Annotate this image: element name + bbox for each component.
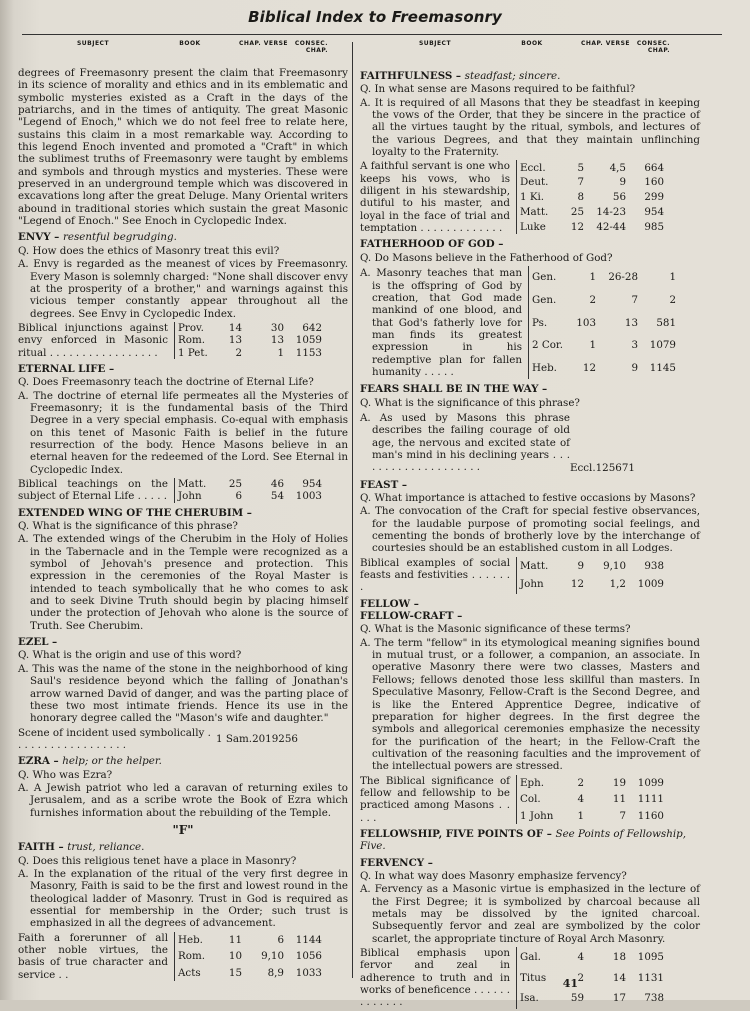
- book-cell: Eccl.: [570, 462, 596, 475]
- consec-cell: 299: [644, 191, 664, 204]
- verse-cell: 9: [631, 361, 638, 374]
- consec-cell: 985: [644, 220, 664, 233]
- consec-cell: 1003: [295, 490, 322, 503]
- entry-heading-fatherhood: FATHERHOOD OF GOD –: [360, 238, 504, 251]
- citation-description: Biblical teachings on the subject of Eternal Life . . . . .: [18, 478, 168, 503]
- chapter-cell: 14: [228, 321, 242, 334]
- right-column: [360, 40, 700, 1011]
- reference-row: [178, 334, 322, 346]
- citation-description: Biblical emphasis upon fervor and zeal in adherence to truth and in works of beneficence . . . . . . . . . . . . .: [360, 947, 510, 1009]
- consec-cell: 1056: [295, 950, 322, 963]
- reference-row: [178, 932, 322, 948]
- consec-cell: 1099: [637, 776, 664, 789]
- citation-block: [18, 932, 348, 981]
- reference-table: [178, 478, 322, 503]
- answer: A. Envy is regarded as the meanest of vices by Freemasonry. Every Mason is solemnly charged: "None shall discover envy at the prosperity of a brother," and warnings against this vicious temper constantly appear throughout all the degrees. See Envy in Cyclopedic Index.: [18, 258, 348, 320]
- chapter-cell: 2: [577, 776, 584, 789]
- reference-row: [178, 965, 322, 981]
- header-consec: CONSEC. CHAP.: [636, 40, 670, 55]
- reference-table: [178, 932, 322, 981]
- page-title: Biblical Index to Freemasonry: [248, 8, 502, 26]
- consec-cell: 1: [669, 271, 676, 284]
- verse-cell: 9: [619, 176, 626, 189]
- column-header: [18, 40, 348, 66]
- reference-row: [520, 175, 664, 190]
- book-cell: 2 Cor.: [532, 339, 563, 352]
- entry-heading-feast: FEAST –: [360, 478, 407, 491]
- consec-cell: 664: [644, 161, 664, 174]
- consec-cell: 954: [302, 478, 322, 490]
- consec-cell: 1079: [649, 339, 676, 352]
- answer: A. The convocation of the Craft for special festive observances, for the laudable purpose of promoting social feelings, and cementing the bonds of brotherly love by the interchange of courtesies should be an established custom in all Lodges.: [360, 505, 700, 555]
- book-cell: Eccl.: [520, 161, 546, 174]
- top-rule: [22, 34, 722, 35]
- chapter-cell: 12: [595, 462, 609, 475]
- entry-heading-fellowship: FELLOWSHIP, FIVE POINTS OF – See Points of Fellowship, Five.: [360, 827, 687, 853]
- book-cell: John: [178, 490, 202, 503]
- book-cell: Matt.: [520, 559, 549, 572]
- reference-table: [520, 947, 664, 1009]
- reference-table: [216, 727, 298, 752]
- header-subject: SUBJECT: [76, 40, 110, 47]
- reference-table: [520, 160, 664, 234]
- chapter-cell: 7: [577, 176, 584, 189]
- chapter-cell: 6: [235, 490, 242, 503]
- citation-block: [360, 266, 700, 379]
- book-cell: Gen.: [532, 271, 557, 284]
- citation-block: [18, 478, 348, 503]
- book-cell: Heb.: [178, 933, 203, 946]
- consec-cell: 1145: [649, 361, 676, 374]
- citation-block: [18, 322, 348, 359]
- reference-row: [520, 220, 664, 235]
- question: Q. In what sense are Masons required to be faithful?: [360, 83, 636, 96]
- verse-cell: 1: [277, 346, 284, 359]
- reference-row: [520, 557, 664, 576]
- question: Q. Who was Ezra?: [18, 768, 113, 781]
- citation-description: Faith a forerunner of all other noble virtues, the basis of true character and service . .: [18, 931, 168, 981]
- answer: A. This was the name of the stone in the neighborhood of king Saul's residence beyond which the falling of Jonathan's arrow warned David of danger, and was the parting place of these two most intimate friends. Hence its use in the honorary degree called the "Mason's wife and daughter.": [18, 662, 348, 725]
- verse-cell: 17: [612, 992, 626, 1005]
- reference-row: [178, 948, 322, 964]
- book-cell: Prov.: [178, 321, 204, 334]
- book-cell: Matt.: [520, 206, 549, 219]
- chapter-cell: 11: [228, 933, 242, 946]
- consec-cell: 738: [644, 992, 664, 1005]
- entry-heading-faith: FAITH – trust, reliance.: [18, 841, 145, 854]
- chapter-cell: 4: [577, 793, 584, 806]
- question: Q. Does this religious tenet have a place in Masonry?: [18, 854, 297, 867]
- verse-cell: 5: [608, 462, 616, 475]
- chapter-cell: 8: [577, 191, 584, 204]
- consec-cell: 1144: [295, 933, 322, 946]
- verse-cell: 19: [265, 732, 279, 745]
- chapter-cell: 1: [589, 339, 596, 352]
- verse-cell: 56: [612, 191, 626, 204]
- entry-heading-eternal-life: ETERNAL LIFE –: [18, 362, 115, 375]
- book-cell: Rom.: [178, 334, 205, 347]
- section-letter: "F": [172, 822, 194, 837]
- consec-cell: 1131: [637, 971, 664, 984]
- answer: A. Masonry teaches that man is the offspring of God by creation, that God made mankind of one blood, and that God's fatherly love for man finds its greatest expression in his redemptive plan for fallen humanity . . . . .: [360, 267, 522, 378]
- book-cell: Isa.: [520, 992, 539, 1005]
- reference-table: [532, 266, 676, 379]
- chapter-cell: 12: [570, 578, 584, 591]
- chapter-cell: 1: [589, 271, 596, 284]
- consec-cell: 1160: [637, 809, 664, 822]
- reference-row: [532, 357, 676, 380]
- chapter-cell: 12: [570, 220, 584, 233]
- book-cell: Heb.: [532, 361, 557, 374]
- book-cell: Gen.: [532, 293, 557, 306]
- reference-row: [520, 190, 664, 205]
- answer: A. Fervency as a Masonic virtue is emphasized in the lecture of the First Degree; it is symbolized by charcoal because all metals may be dissolved by the ignited charcoal. Subsequently fervor and zeal are symbolized by the color scarlet, the appropriate tincture of Royal Arch Masonry.: [360, 883, 700, 945]
- book-cell: Acts: [178, 966, 201, 979]
- reference-table: [520, 557, 664, 594]
- answer: A. A Jewish patriot who led a caravan of returning exiles to Jerusalem, and as a scribe wrote the Book of Ezra which furnishes information about the rebuilding of the Temple.: [18, 781, 348, 819]
- entry-heading-ezel: EZEL –: [18, 636, 58, 649]
- book-cell: Titus: [520, 971, 547, 984]
- reference-row: [520, 575, 664, 594]
- book-cell: Gal.: [520, 951, 541, 964]
- header-consec: CONSEC. CHAP.: [294, 40, 328, 55]
- answer: A. As used by Masons this phrase describes the failing courage of old age, the nervous and excited state of man's mind in his declining years . . . . . . . . . . . . . . . . . . . .: [360, 411, 570, 474]
- reference-row: [178, 322, 322, 334]
- entry-heading-envy: ENVY – resentful begrudging.: [18, 231, 177, 244]
- consec-cell: 642: [302, 321, 322, 334]
- consec-cell: 1095: [637, 951, 664, 964]
- question: Q. What is the origin and use of this word?: [18, 649, 242, 662]
- verse-cell: 54: [270, 490, 284, 503]
- consec-cell: 954: [644, 206, 664, 219]
- reference-row: [532, 266, 676, 289]
- verse-cell: 26-28: [608, 271, 638, 284]
- header-book: BOOK: [179, 40, 201, 47]
- consec-cell: 160: [644, 176, 664, 189]
- chapter-cell: 9: [577, 559, 584, 572]
- verse-cell: 13: [624, 316, 638, 329]
- citation-block: [360, 775, 700, 824]
- book-cell: 1 Ki.: [520, 191, 545, 204]
- chapter-cell: 5: [577, 161, 584, 174]
- question: Q. What importance is attached to festive occasions by Masons?: [360, 492, 696, 504]
- book-cell: Eph.: [520, 776, 545, 789]
- verse-cell: 30: [270, 321, 284, 334]
- chapter-cell: 2: [235, 346, 242, 359]
- answer: A. The doctrine of eternal life permeates all the Mysteries of Freemasonry; it is the fundamental basis of the Third Degree in a very special emphasis. Co-equal with emphasis on this tenet of Masonic Faith is belief in the future resurrection of the body. Hence Masons believe in an eternal heaven for the redeemed of the Lord. See Eternal in Cyclopedic Index.: [18, 389, 348, 476]
- question: Q. What is the significance of this phrase?: [360, 396, 580, 409]
- verse-cell: 8,9: [267, 966, 284, 979]
- reference-row: [178, 478, 322, 490]
- consec-cell: 1059: [295, 334, 322, 347]
- reference-table: [520, 775, 664, 824]
- verse-cell: 14: [612, 971, 626, 984]
- consec-cell: 1033: [295, 966, 322, 979]
- answer: A. The term "fellow" in its etymological meaning signifies bound in mutual trust, or a follower, a companion, an associate. In operative Masonry there were two classes, Masters and Fellows; fellows denoted those less skillful than masters. In Speculative Masonry, Fellow-Craft is the Second Degree, and is like the Entered Apprentice Degree, indicative of preparation for higher degrees. In the first degree the symbols and allegorical ceremonies emphasize the necessity for the purification of the heart; in the Fellow-Craft the cultivation of the reasoning faculties and the improvement of the intellectual powers are stressed.: [360, 636, 700, 773]
- book-cell: 1 Pet.: [178, 346, 208, 359]
- consec-cell: 1153: [295, 346, 322, 359]
- book-cell: Luke: [520, 220, 546, 233]
- reference-row: [532, 311, 676, 334]
- citation-block: [18, 727, 348, 752]
- chapter-cell: 25: [570, 206, 584, 219]
- citation-block: [360, 160, 700, 234]
- consec-cell: 581: [656, 316, 676, 329]
- reference-row: [520, 968, 664, 989]
- citation-description: Scene of incident used symbolically . . . . . . . . . . . . . . . . . .: [18, 726, 211, 751]
- reference-row: [570, 462, 635, 474]
- header-chap-verse: CHAP. VERSE: [580, 40, 630, 47]
- header-chap-verse: CHAP. VERSE: [238, 40, 288, 47]
- citation-description: Biblical injunctions against envy enforced in Masonic ritual . . . . . . . . . . . . . . . . .: [18, 321, 168, 359]
- verse-cell: 18: [612, 951, 626, 964]
- consec-cell: 938: [644, 559, 664, 572]
- reference-row: [520, 160, 664, 175]
- answer: A. In the explanation of the ritual of the very first degree in Masonry, Faith is said to be the first and lowest round in the theological ladder of Masonry. Trust in God is required as essential for membership in the Order; such trust is emphasized in all the degrees of advancement.: [18, 868, 348, 930]
- reference-row: [520, 791, 664, 807]
- reference-row: [178, 347, 322, 359]
- verse-cell: 42-44: [596, 220, 626, 233]
- verse-cell: 7: [619, 809, 626, 822]
- reference-row: [532, 334, 676, 357]
- book-cell: Ps.: [532, 316, 548, 329]
- verse-cell: 11: [612, 793, 626, 806]
- chapter-cell: 15: [228, 966, 242, 979]
- verse-cell: 4,5: [609, 161, 626, 174]
- consec-cell: 1009: [637, 578, 664, 591]
- chapter-cell: 2: [589, 293, 596, 306]
- reference-table: [178, 322, 322, 359]
- verse-cell: 14-23: [596, 206, 626, 219]
- chapter-cell: 13: [228, 334, 242, 347]
- verse-cell: 46: [270, 478, 284, 490]
- reference-row: [520, 988, 664, 1009]
- consec-cell: 1111: [637, 793, 664, 806]
- book-cell: Matt.: [178, 478, 207, 490]
- verse-cell: 19: [612, 776, 626, 789]
- verse-cell: 6: [277, 933, 284, 946]
- entry-heading-fears: FEARS SHALL BE IN THE WAY –: [360, 383, 548, 396]
- consec-cell: 256: [278, 732, 298, 745]
- chapter-cell: 1: [577, 809, 584, 822]
- page-number: 41: [562, 977, 578, 990]
- reference-row: [216, 727, 298, 752]
- verse-cell: 9,10: [261, 950, 284, 963]
- intro-paragraph: degrees of Freemasonry present the claim that Freemasonry in its science of morality and ethics and in its emblematic and symbolic mysteries existed as a Craft in the days of the patriarchs, and in the times of antiquity. The great Masonic "Legend of Enoch," which we do not feel free to relate here, sustains this claim in a most remarkable way. According to this legend Enoch invented and promoted a "Craft" in which the sublimest truths of Freemasonry were taught by emblems and symbols and through mystics and mysteries. These were preserved in an underground temple which was discovered in excavations long after the great Deluge. Many Oriental writers abound in traditional stories which sustain the great Masonic "Legend of Enoch." See Enoch in Cyclopedic Index.: [18, 67, 348, 228]
- verse-cell: 13: [270, 334, 284, 347]
- verse-cell: 7: [631, 293, 638, 306]
- reference-row: [520, 807, 664, 823]
- chapter-cell: 20: [252, 732, 266, 745]
- entry-heading-faithfulness: FAITHFULNESS – steadfast; sincere.: [360, 70, 561, 82]
- citation-block: [360, 411, 700, 475]
- chapter-cell: 2: [577, 971, 584, 984]
- chapter-cell: 103: [576, 316, 596, 329]
- consec-cell: 671: [615, 462, 635, 475]
- citation-description: A faithful servant is one who keeps his vows, who is diligent in his stewardship, dutiful to his master, and loyal in the face of trial and temptation . . . . . . . . . . . . .: [360, 160, 510, 235]
- entry-heading-fellow: FELLOW –: [360, 597, 419, 610]
- book-cell: Col.: [520, 793, 541, 806]
- consec-cell: 2: [669, 293, 676, 306]
- reference-row: [520, 205, 664, 220]
- entry-heading-ezra: EZRA – help; or the helper.: [18, 755, 162, 768]
- question: Q. What is the Masonic significance of these terms?: [360, 623, 631, 636]
- book-cell: Deut.: [520, 176, 549, 189]
- verse-cell: 3: [631, 339, 638, 352]
- entry-heading-fervency: FERVENCY –: [360, 856, 433, 869]
- citation-description: The Biblical significance of fellow and fellowship to be practiced among Masons . . . . .: [360, 774, 510, 824]
- verse-cell: 9,10: [603, 559, 626, 572]
- chapter-cell: 10: [228, 950, 242, 963]
- reference-table: [570, 462, 635, 474]
- header-book: BOOK: [521, 40, 543, 47]
- entry-heading-fellow-craft: FELLOW-CRAFT –: [360, 610, 463, 623]
- entry-heading-cherubim: EXTENDED WING OF THE CHERUBIM –: [18, 506, 252, 519]
- header-subject: SUBJECT: [418, 40, 452, 47]
- chapter-cell: 59: [570, 992, 584, 1005]
- reference-row: [520, 947, 664, 968]
- book-cell: John: [520, 578, 544, 591]
- question: Q. In what way does Masonry emphasize fervency?: [360, 869, 627, 882]
- chapter-cell: 12: [582, 361, 596, 374]
- answer: A. It is required of all Masons that they be steadfast in keeping the vows of the Order, that they be sincere in the practice of all the virtues taught by the ritual, symbols, and lectures of the various Degrees, and that they maintain unflinching loyalty to the Fraternity.: [360, 96, 700, 159]
- column-divider: [352, 42, 353, 978]
- book-cell: Rom.: [178, 950, 205, 963]
- reference-row: [520, 775, 664, 791]
- book-cell: 1 John: [520, 809, 554, 822]
- reference-row: [178, 490, 322, 502]
- citation-block: [360, 947, 700, 1009]
- question: Q. What is the significance of this phrase?: [18, 520, 238, 533]
- reference-row: [532, 289, 676, 312]
- answer: A. The extended wings of the Cherubim in the Holy of Holies in the Tabernacle and in the Temple were recognized as a symbol of Jehovah's presence and protection. This expression in the ceremonies of the Royal Master is intended to teach symbolically that he who comes to ask and to seek Divine Truth should begin by placing himself under the protection of Jehovah who alone is the source of Truth. See Cherubim.: [18, 533, 348, 632]
- citation-block: [360, 557, 700, 594]
- question: Q. Does Freemasonry teach the doctrine of Eternal Life?: [18, 376, 314, 389]
- verse-cell: 1,2: [609, 578, 626, 591]
- book-cell: 1 Sam.: [216, 732, 253, 745]
- chapter-cell: 4: [577, 951, 584, 964]
- question: Q. How does the ethics of Masonry treat this evil?: [18, 244, 280, 257]
- chapter-cell: 25: [228, 478, 242, 490]
- column-header: [360, 40, 700, 66]
- question: Q. Do Masons believe in the Fatherhood of God?: [360, 251, 613, 264]
- citation-description: Biblical examples of social feasts and festivities . . . . . . .: [360, 556, 510, 594]
- left-column: [18, 40, 348, 983]
